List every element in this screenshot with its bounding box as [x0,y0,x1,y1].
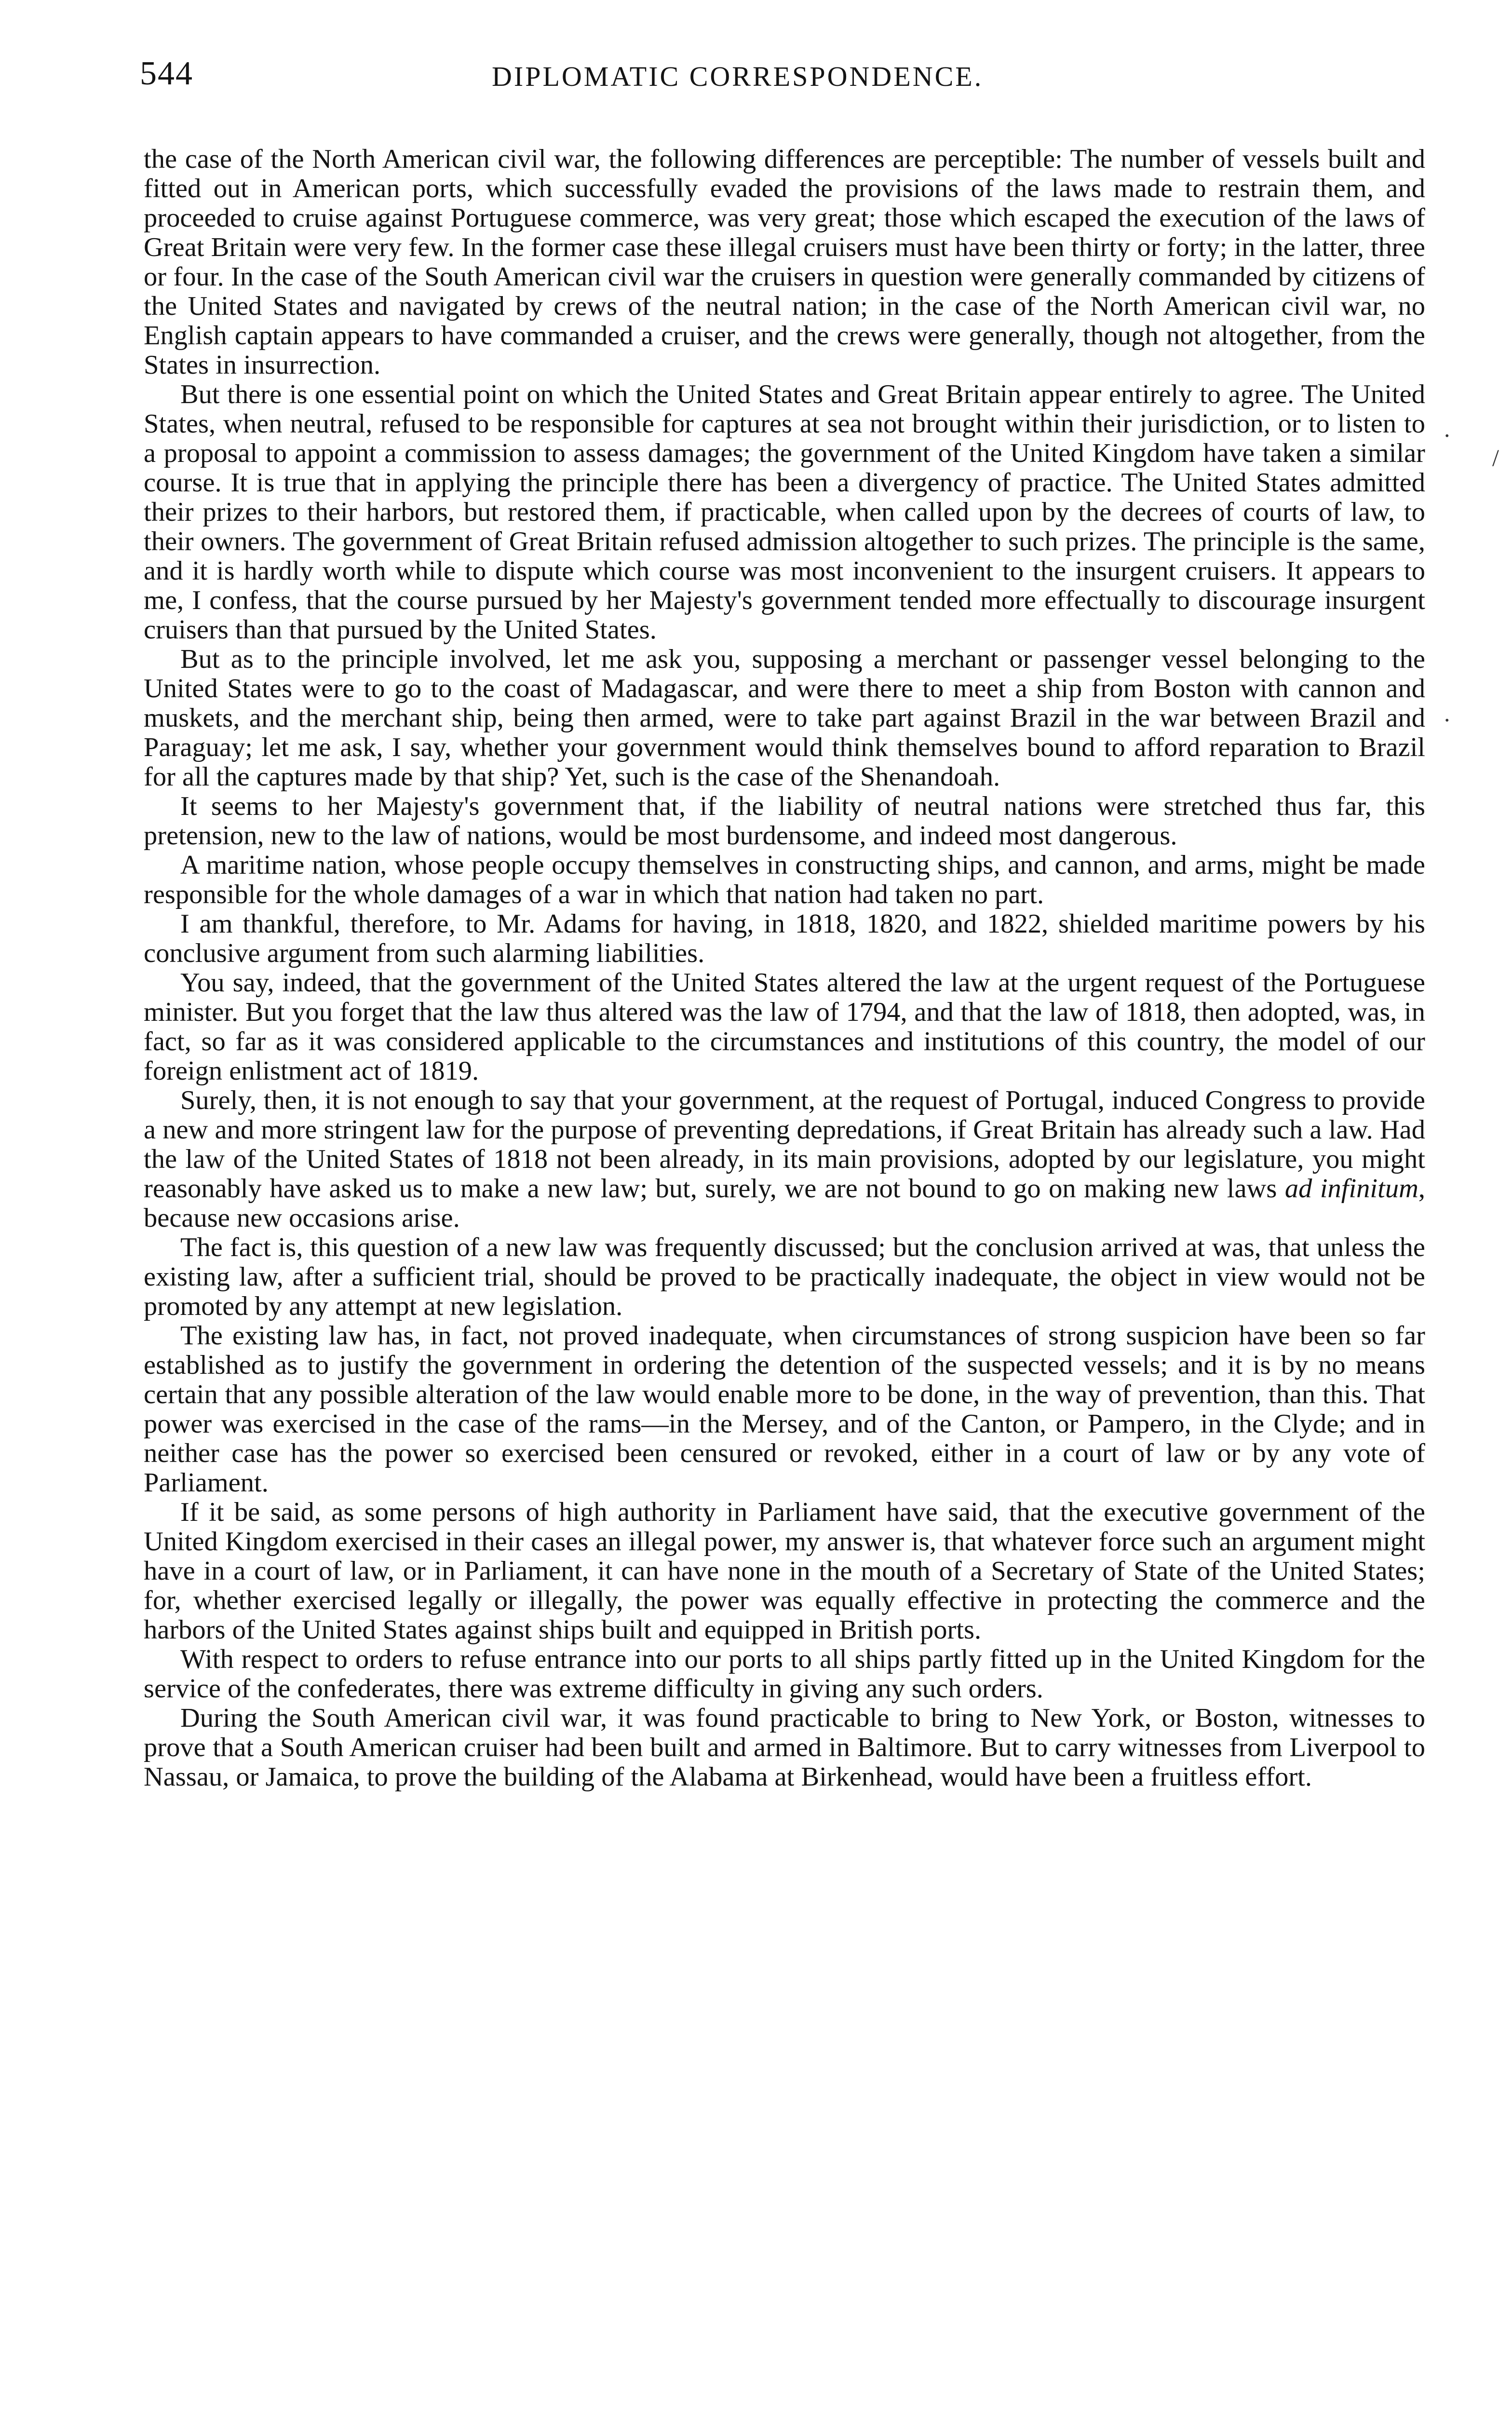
paragraph: I am thankful, therefore, to Mr. Adams for having, in 1818, 1820, and 1822, shielded maritime powers by his conclusive argument from such alarming liabilities. [144,909,1425,968]
paragraph: With respect to orders to refuse entrance into our ports to all ships partly fitted up in the United Kingdom for the service of the confederates, there was extreme difficulty in giving any such orders. [144,1644,1425,1704]
paragraph: The fact is, this question of a new law was frequently discussed; but the conclusion arrived at was, that unless the existing law, after a sufficient trial, should be proved to be practically inadequate, the object in view would not be promoted by any attempt at new legislation. [144,1233,1425,1321]
margin-mark: / [1492,444,1499,471]
paragraph: It seems to her Majesty's government that, if the liability of neutral nations were stretched thus far, this pretension, new to the law of nations, would be most burdensome, and indeed most dangerous. [144,791,1425,851]
paragraph: The existing law has, in fact, not proved inadequate, when circumstances of strong suspicion have been so far established as to justify the government in ordering the detention of the suspected vessels; and it is by no means certain that any possible alteration of the law would enable more to be done, in the way of prevention, than this. That power was exercised in the case of the rams—in the Mersey, and of the Canton, or Pampero, in the Clyde; and in neither case has the power so exercised been censured or revoked, either in a court of law or by any vote of Parliament. [144,1321,1425,1498]
paragraph: But there is one essential point on which the United States and Great Britain appear entirely to agree. The United States, when neutral, refused to be responsible for captures at sea not brought within their jurisdiction, or to listen to a proposal to appoint a commission to assess damages; the government of the United Kingdom have taken a similar course. It is true that in applying the principle there has been a divergency of practice. The United States admitted their prizes to their harbors, but restored them, if practicable, when called upon by the decrees of courts of law, to their owners. The government of Great Britain refused admission altogether to such prizes. The principle is the same, and it is hardly worth while to dispute which course was most inconvenient to the insurgent cruisers. It appears to me, I confess, that the course pursued by her Majesty's government tended more effectually to discourage insurgent cruisers than that pursued by the United States. [144,379,1425,645]
paragraph [144,1086,1425,1233]
page-header [140,52,1398,95]
italic-phrase: ad infinitum [1284,1174,1418,1204]
page-number: 544 [140,55,193,92]
margin-mark: . [1444,415,1450,442]
paragraph: You say, indeed, that the government of the United States altered the law at the urgent request of the Portuguese minister. But you forget that the law thus altered was the law of 1794, and that the law of 1818, then adopted, was, in fact, so far as it was considered applicable to the circumstances and institutions of this country, the model of our foreign enlistment act of 1819. [144,968,1425,1086]
paragraph: the case of the North American civil war, the following differences are perceptible: The number of vessels built and fitted out in American ports, which successfully evaded the provisions of the laws made to restrain them, and proceeded to cruise against Portuguese commerce, was very great; those which escaped the execution of the laws of Great Britain were very few. In the former case these illegal cruisers must have been thirty or forty; in the latter, three or four. In the case of the South American civil war the cruisers in question were generally commanded by citizens of the United States and navigated by crews of the neutral nation; in the case of the North American civil war, no English captain appears to have commanded a cruiser, and the crews were generally, though not altogether, from the States in insurrection. [144,144,1425,380]
body-text [144,145,1425,1792]
running-head: DIPLOMATIC CORRESPONDENCE. [492,61,984,92]
paragraph: But as to the principle involved, let me ask you, supposing a merchant or passenger vessel belonging to the United States were to go to the coast of Madagascar, and were there to meet a ship from Boston with cannon and muskets, and the merchant ship, being then armed, were to take part against Brazil in the war between Brazil and Paraguay; let me ask, I say, whether your government would think themselves bound to afford reparation to Brazil for all the captures made by that ship? Yet, such is the case of the Shenandoah. [144,644,1425,792]
paragraph: During the South American civil war, it was found practicable to bring to New York, or Boston, witnesses to prove that a South American cruiser had been built and armed in Baltimore. But to carry witnesses from Liverpool to Nassau, or Jamaica, to prove the building of the Alabama at Birkenhead, would have been a fruitless effort. [144,1703,1425,1792]
paragraph-text: Surely, then, it is not enough to say that your government, at the request of Portugal, induced Congress to provide a new and more stringent law for the purpose of preventing depredations, if Great Britain has already such a law. Had the law of the United States of 1818 not been already, in its main provisions, adopted by our legislature, you might reasonably have asked us to make a new law; but, surely, we are not bound to go on making new laws [144,1085,1425,1204]
paragraph: If it be said, as some persons of high authority in Parliament have said, that the executive government of the United Kingdom exercised in their cases an illegal power, my answer is, that whatever force such an argument might have in a court of law, or in Parliament, it can have none in the mouth of a Secretary of State of the United States; for, whether exercised legally or illegally, the power was equally effective in protecting the commerce and the harbors of the United States against ships built and equipped in British ports. [144,1497,1425,1645]
paragraph: A maritime nation, whose people occupy themselves in constructing ships, and cannon, and arms, might be made responsible for the whole damages of a war in which that nation had taken no part. [144,850,1425,909]
margin-mark: . [1444,700,1450,727]
paragraph-tail: , because new occasions arise. [144,1174,1425,1233]
